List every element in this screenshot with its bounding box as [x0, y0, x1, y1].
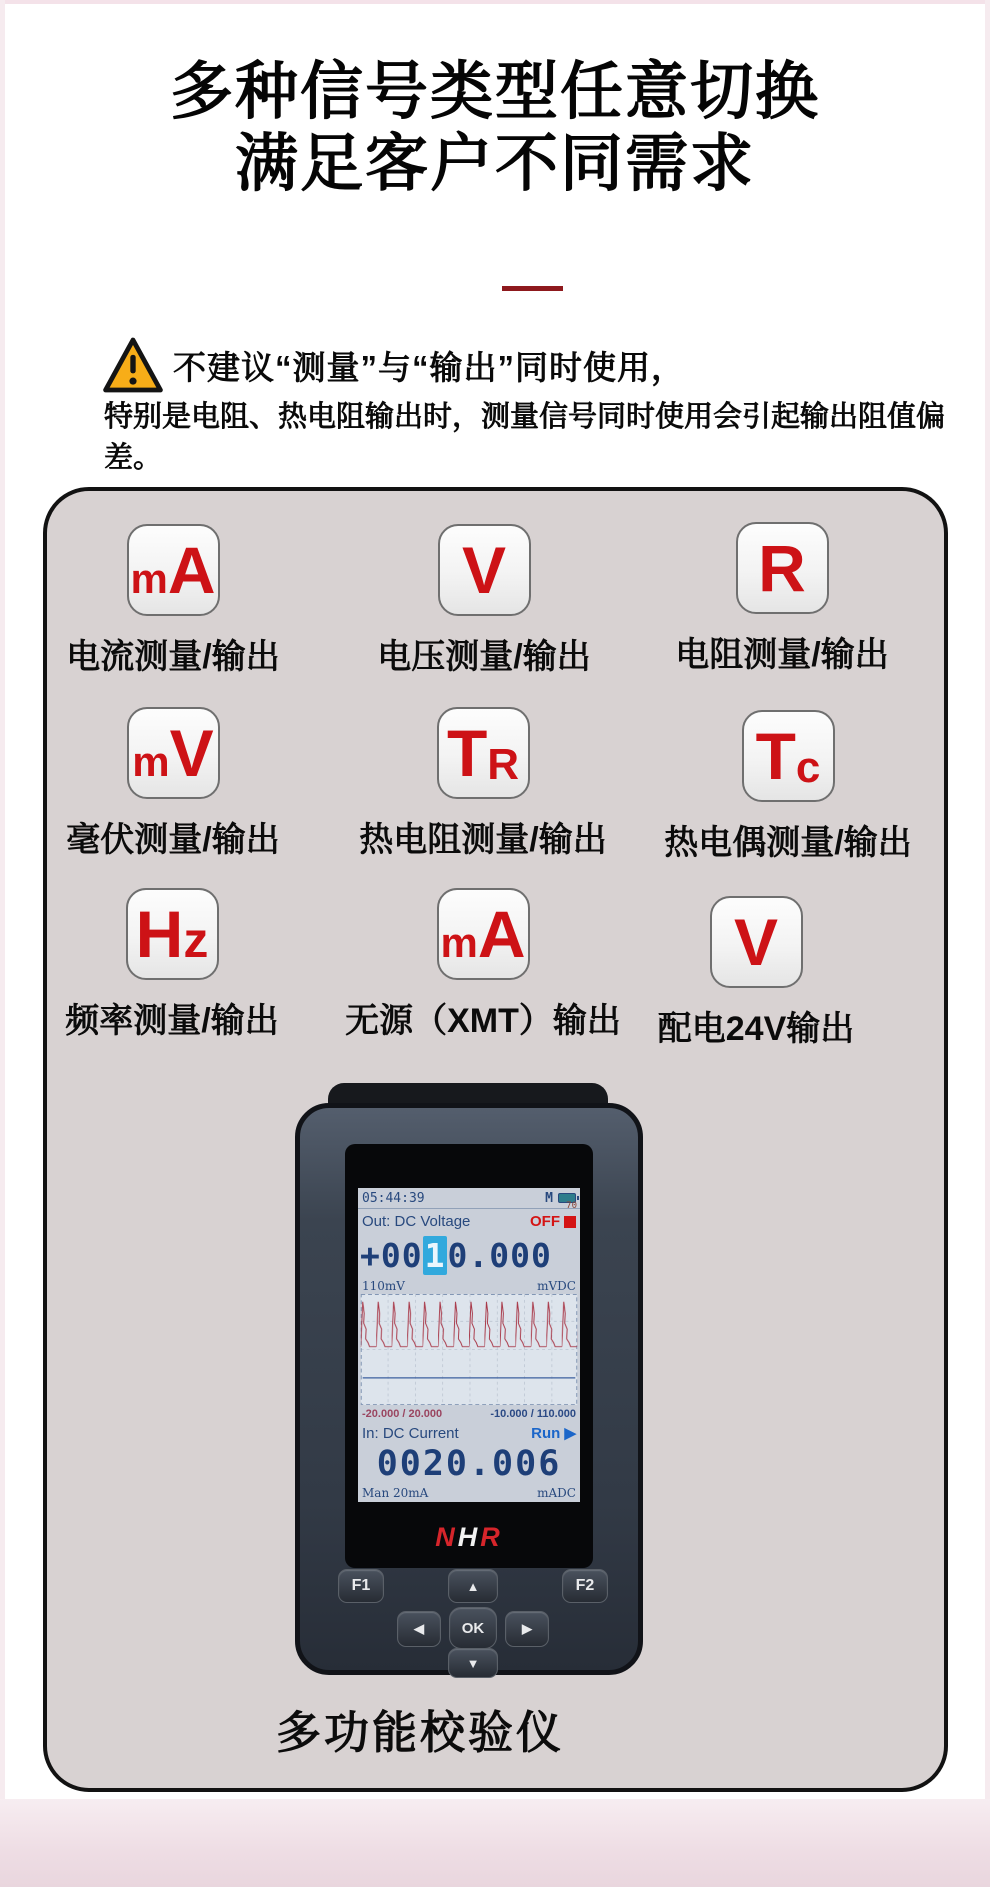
warning-text-line1: 不建议“测量”与“输出”同时使用， [173, 349, 685, 386]
device-screen [358, 1188, 580, 1502]
warning-triangle-icon [102, 336, 164, 394]
tr-badge: T R [437, 707, 530, 799]
signal-label: 电阻测量/输出 [675, 636, 889, 674]
mv-badge: m V [127, 707, 220, 799]
output-label: Out: DC Voltage [362, 1213, 471, 1231]
up-arrow-button[interactable]: ▲ [448, 1569, 498, 1603]
input-units-row [358, 1484, 580, 1502]
photo-edge-bottom [0, 1799, 990, 1887]
page-title-line1: 多种信号类型任意切换 [170, 57, 820, 127]
screen-status-bar [358, 1188, 580, 1209]
ma-badge: m A [437, 888, 530, 980]
signal-cell-ma [23, 524, 323, 678]
run-state: Run [531, 1425, 561, 1443]
page-title [0, 56, 990, 200]
tc-badge: T c [742, 710, 835, 802]
down-arrow-button[interactable]: ▼ [448, 1648, 498, 1678]
left-arrow-button[interactable]: ◀ [397, 1611, 441, 1647]
signal-cell-tr [333, 707, 633, 861]
battery-level: 70 [566, 1201, 577, 1211]
output-range: 110mV [362, 1278, 405, 1293]
screen-bezel [345, 1144, 593, 1568]
input-channel-row [358, 1422, 580, 1444]
run-icon: ▶ [564, 1425, 576, 1443]
photo-edge-top [0, 0, 990, 4]
signal-label: 电压测量/输出 [377, 638, 591, 676]
page-title-line2: 满足客户不同需求 [235, 129, 755, 199]
off-indicator-icon [564, 1216, 576, 1228]
signal-cell-r [632, 522, 932, 676]
signal-cell-mv [23, 707, 323, 861]
input-label: In: DC Current [362, 1424, 459, 1442]
signal-label: 热电阻测量/输出 [359, 821, 607, 859]
title-divider [502, 286, 563, 291]
f2-button[interactable]: F2 [562, 1569, 608, 1603]
r-badge: R [736, 522, 829, 614]
brand-logo: NHR [435, 1522, 503, 1552]
device-caption: 多功能校验仪 [275, 1707, 564, 1758]
signal-label: 配电24V输出 [657, 1010, 855, 1048]
ma-badge: m A [127, 524, 220, 616]
output-scale: -20.000 / 20.000 [362, 1407, 443, 1420]
signal-cell-xmt [333, 888, 633, 1042]
ok-button[interactable]: OK [449, 1607, 497, 1649]
v-badge: V [438, 524, 531, 616]
signal-cell-tc [638, 710, 938, 864]
signal-label: 无源（XMT）输出 [345, 1002, 621, 1040]
signal-cell-v [334, 524, 634, 678]
waveform-chart [358, 1294, 580, 1405]
digit-cursor: 1 [424, 1235, 446, 1275]
input-unit: mADC [537, 1486, 576, 1501]
signal-label: 毫伏测量/输出 [66, 821, 280, 859]
mode-indicator: M [545, 1190, 553, 1206]
output-state: OFF [530, 1213, 560, 1231]
chart-scale-row [358, 1405, 580, 1422]
photo-edge-right [985, 0, 990, 1887]
signal-cell-24v [606, 896, 906, 1050]
output-channel-row [358, 1209, 580, 1233]
input-scale: -10.000 / 110.000 [490, 1407, 576, 1420]
f1-button[interactable]: F1 [338, 1569, 384, 1603]
warning-text-line2: 特别是电阻、热电阻输出时，测量信号同时使用会引起输出阻值偏差。 [104, 401, 946, 474]
output-value-display: +00 1 0.000 [360, 1235, 552, 1275]
calibrator-device [295, 1083, 643, 1675]
right-arrow-button[interactable]: ▶ [505, 1611, 549, 1647]
clock: 05:44:39 [362, 1190, 425, 1206]
signal-label: 电流测量/输出 [66, 638, 280, 676]
output-units-row [358, 1277, 580, 1295]
input-value-display: 0020.006 [376, 1444, 562, 1485]
device-body [295, 1103, 643, 1675]
output-unit: mVDC [537, 1278, 576, 1293]
signal-cell-hz [22, 888, 322, 1042]
photo-edge-left [0, 0, 5, 1887]
input-range: Man 20mA [362, 1486, 429, 1501]
hz-badge: H z [126, 888, 219, 980]
signal-label: 热电偶测量/输出 [664, 824, 912, 862]
signal-label: 频率测量/输出 [65, 1002, 279, 1040]
v-badge: V [710, 896, 803, 988]
